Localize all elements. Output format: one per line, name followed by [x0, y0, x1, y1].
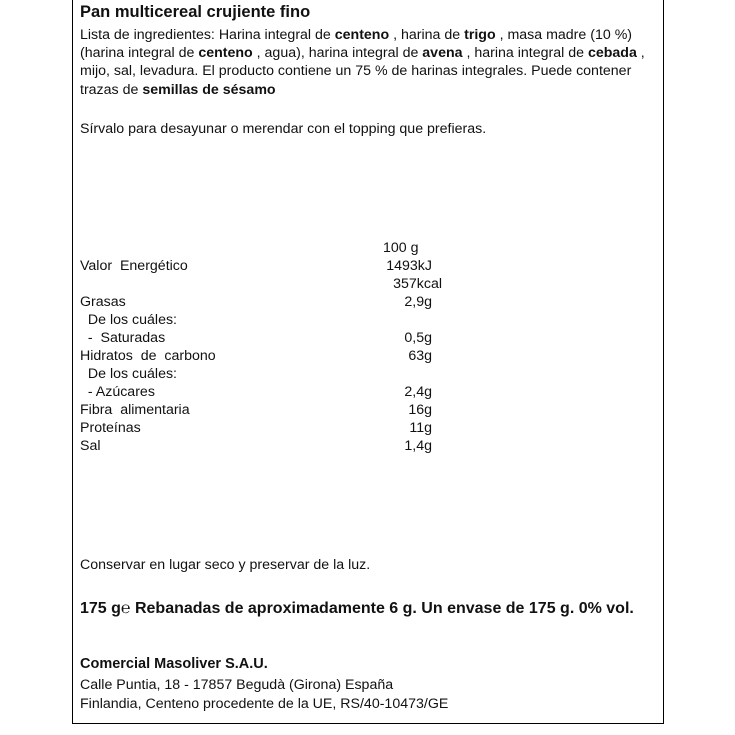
nutrition-label: - Saturadas: [80, 330, 166, 346]
ingredients-text: Lista de ingredientes: Harina integral de: [80, 27, 335, 43]
ingredients-text: , masa madre (10 %) (harina integral de: [80, 27, 633, 62]
nutrition-label: Fibra alimentaria: [80, 402, 190, 418]
nutrition-value: 2,9g: [404, 294, 432, 310]
allergen-avena: avena: [422, 45, 463, 62]
net-weight: 175 g: [80, 600, 121, 617]
nutrition-label: De los cuáles:: [80, 312, 177, 328]
nutrition-header: 100 g: [383, 240, 419, 256]
nutrition-value: 1,4g: [404, 438, 432, 454]
nutrition-label: Valor Energético: [80, 258, 188, 274]
allergen-sesamo: semillas de sésamo: [142, 81, 276, 98]
allergen-centeno: centeno: [198, 45, 253, 62]
ingredients-text: , mijo, sal, levadura. El producto contiene un 75 % de harinas integrales. Puede contener trazas de: [80, 45, 645, 98]
serving-suggestion: Sírvalo para desayunar o merendar con el topping que prefieras.: [80, 121, 487, 137]
nutrition-value: 11g: [409, 420, 432, 436]
allergen-cebada: cebada: [587, 45, 637, 62]
nutrition-label: Sal: [80, 438, 101, 454]
company-address: Calle Puntia, 18 - 17857 Begudà (Girona) España: [80, 677, 394, 693]
net-content: [80, 598, 650, 620]
origin-registry: Finlandia, Centeno procedente de la UE, RS/40-10473/GE: [80, 696, 449, 712]
nutrition-value: 0,5g: [404, 330, 432, 346]
allergen-centeno: centeno: [334, 27, 390, 43]
nutrition-value: 1493kJ: [386, 258, 432, 274]
nutrition-value: 16g: [408, 402, 432, 418]
net-content-text: Rebanadas de aproximadamente 6 g. Un envase de 175 g. 0% vol.: [130, 600, 634, 617]
nutrition-value: 2,4g: [404, 384, 432, 400]
estimated-sign-icon: ℮: [120, 600, 131, 617]
nutrition-label: Proteínas: [80, 420, 141, 436]
nutrition-label: Hidratos de carbono: [80, 348, 216, 364]
nutrition-label: De los cuáles:: [80, 366, 177, 382]
nutrition-value: 63g: [408, 348, 432, 364]
ingredients-text: , harina de: [389, 27, 465, 43]
nutrition-label: - Azúcares: [80, 384, 155, 400]
ingredients-list: [80, 26, 650, 99]
product-title: Pan multicereal crujiente fino: [80, 3, 311, 21]
allergen-trigo: trigo: [464, 27, 496, 43]
storage-instructions: Conservar en lugar seco y preservar de la luz.: [80, 557, 371, 573]
nutrition-label: Grasas: [80, 294, 126, 310]
nutrition-value: 357kcal: [393, 276, 442, 292]
ingredients-text: , agua), harina integral de: [252, 45, 423, 62]
company-name: Comercial Masoliver S.A.U.: [80, 656, 268, 672]
ingredients-text: , harina integral de: [462, 45, 588, 62]
